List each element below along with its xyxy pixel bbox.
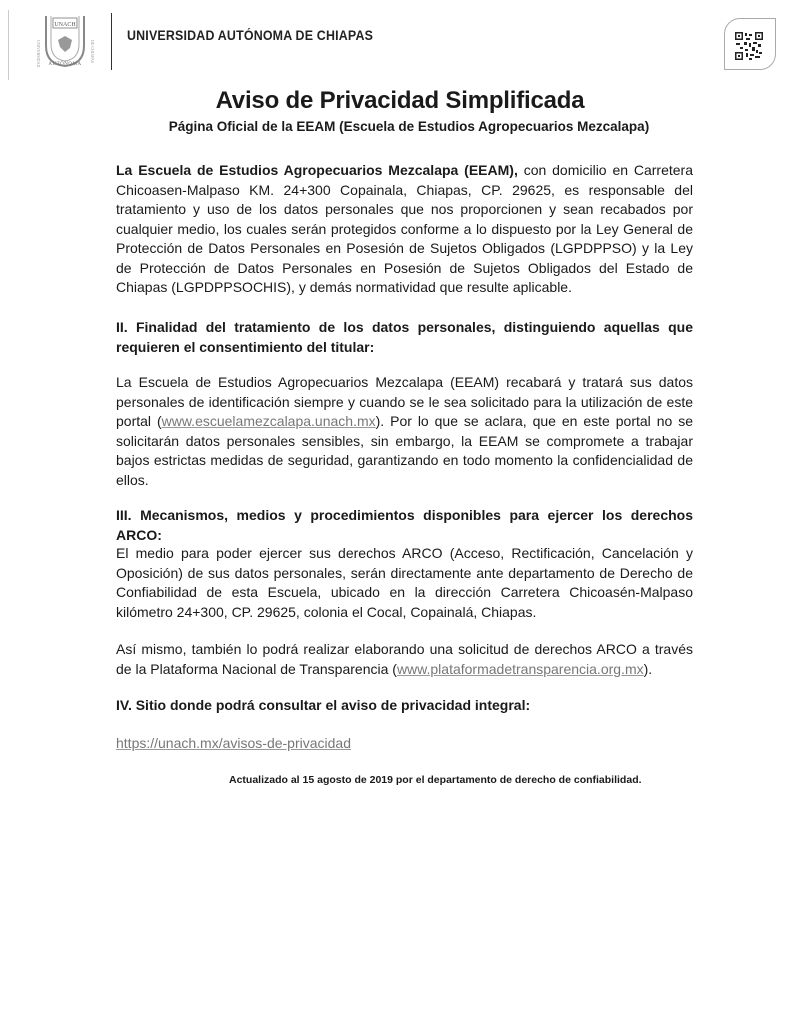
intro-paragraph (116, 161, 693, 298)
svg-text:UNACH: UNACH (54, 22, 76, 28)
escuela-portal-link[interactable]: www.escuelamezcalapa.unach.mx (161, 413, 376, 429)
intro-text: con domicilio en Carretera Chicoasen-Malpaso KM. 24+300 Copainala, Chiapas, CP. 29625, es responsable del tratamiento y uso de los datos personales que nos proporcionen y sean recabados por cualquier medio, los cuales serán protegidos conforme a lo dispuesto por la Ley General de Protección de Datos Personales en Posesión de Sujetos Obligados (LGPDPPSO) y la Ley de Protección de Datos Personales en Posesión de Sujetos Obligados del Estado de Chiapas (LGPDPPSOCHIS), y demás normatividad que resulte aplicable. (116, 162, 694, 295)
section2-text-after: ). Por lo que se aclara, que en este portal no se solicitarán datos personales sensibles, sin embargo, la EEAM se compromete a trabajar bajos estrictas medidas de seguridad, garantizando en todo momento la confidencialidad de ellos. (116, 413, 693, 488)
transparencia-link[interactable]: www.plataformadetransparencia.org.mx (396, 660, 644, 677)
section3-text2-after: ). (643, 660, 653, 677)
section4-heading: IV. Sitio donde podrá consultar el aviso de privacidad integral: (116, 697, 531, 713)
university-name: UNIVERSIDAD AUTÓNOMA DE CHIAPAS (127, 28, 374, 43)
avisos-privacidad-link[interactable]: https://unach.mx/avisos-de-privacidad (116, 735, 351, 751)
section2-paragraph (116, 373, 693, 490)
section3-paragraph-2 (116, 640, 693, 679)
qr-code-icon (735, 32, 763, 60)
svg-text:DE CHIAPAS: DE CHIAPAS (90, 40, 95, 64)
section2-text-before: La Escuela de Estudios Agropecuarios Mezcalapa (EEAM) recabará y tratará sus datos personales de identificación siempre y cuando se le sea solicitado para la utilización de este portal ( (116, 374, 693, 429)
section4-link-line (116, 734, 693, 754)
section3-text2-before: Así mismo, también lo podrá realizar elaborando una solicitud de derechos ARCO a través de la Plataforma Nacional de Transparencia ( (116, 641, 693, 677)
document-subtitle: Página Oficial de la EEAM (Escuela de Estudios Agropecuarios Mezcalapa) (168, 119, 650, 134)
update-note: Actualizado al 15 agosto de 2019 por el departamento de derecho de confiabilidad. (229, 774, 642, 786)
header-divider (111, 13, 112, 70)
logo-caption: AUTÓNOMA (48, 62, 82, 67)
section3-heading: III. Mecanismos, medios y procedimientos disponibles para ejercer los derechos ARCO: (116, 507, 693, 543)
intro-bold-lead: La Escuela de Estudios Agropecuarios Mezcalapa (EEAM), (116, 162, 518, 178)
qr-code-frame (724, 18, 776, 70)
section3-paragraph: El medio para poder ejercer sus derechos ARCO (Acceso, Rectificación, Cancelación y Oposición) de sus datos personales, serán directamente ante departamento de Derecho de Confiabilidad de esta Escuela, ubicado en la dirección Carretera Chicoasén-Malpaso kilómetro 24+300, CP. 29625, colonia el Cocal, Copainalá, Chiapas. (116, 545, 693, 620)
svg-text:UNIVERSIDAD: UNIVERSIDAD (36, 40, 41, 68)
section2-heading: II. Finalidad del tratamiento de los datos personales, distinguiendo aquellas que requieren el consentimiento del titular: (116, 319, 693, 355)
scan-edge-line (8, 10, 9, 80)
document-title: Aviso de Privacidad Simplificada (215, 87, 585, 114)
